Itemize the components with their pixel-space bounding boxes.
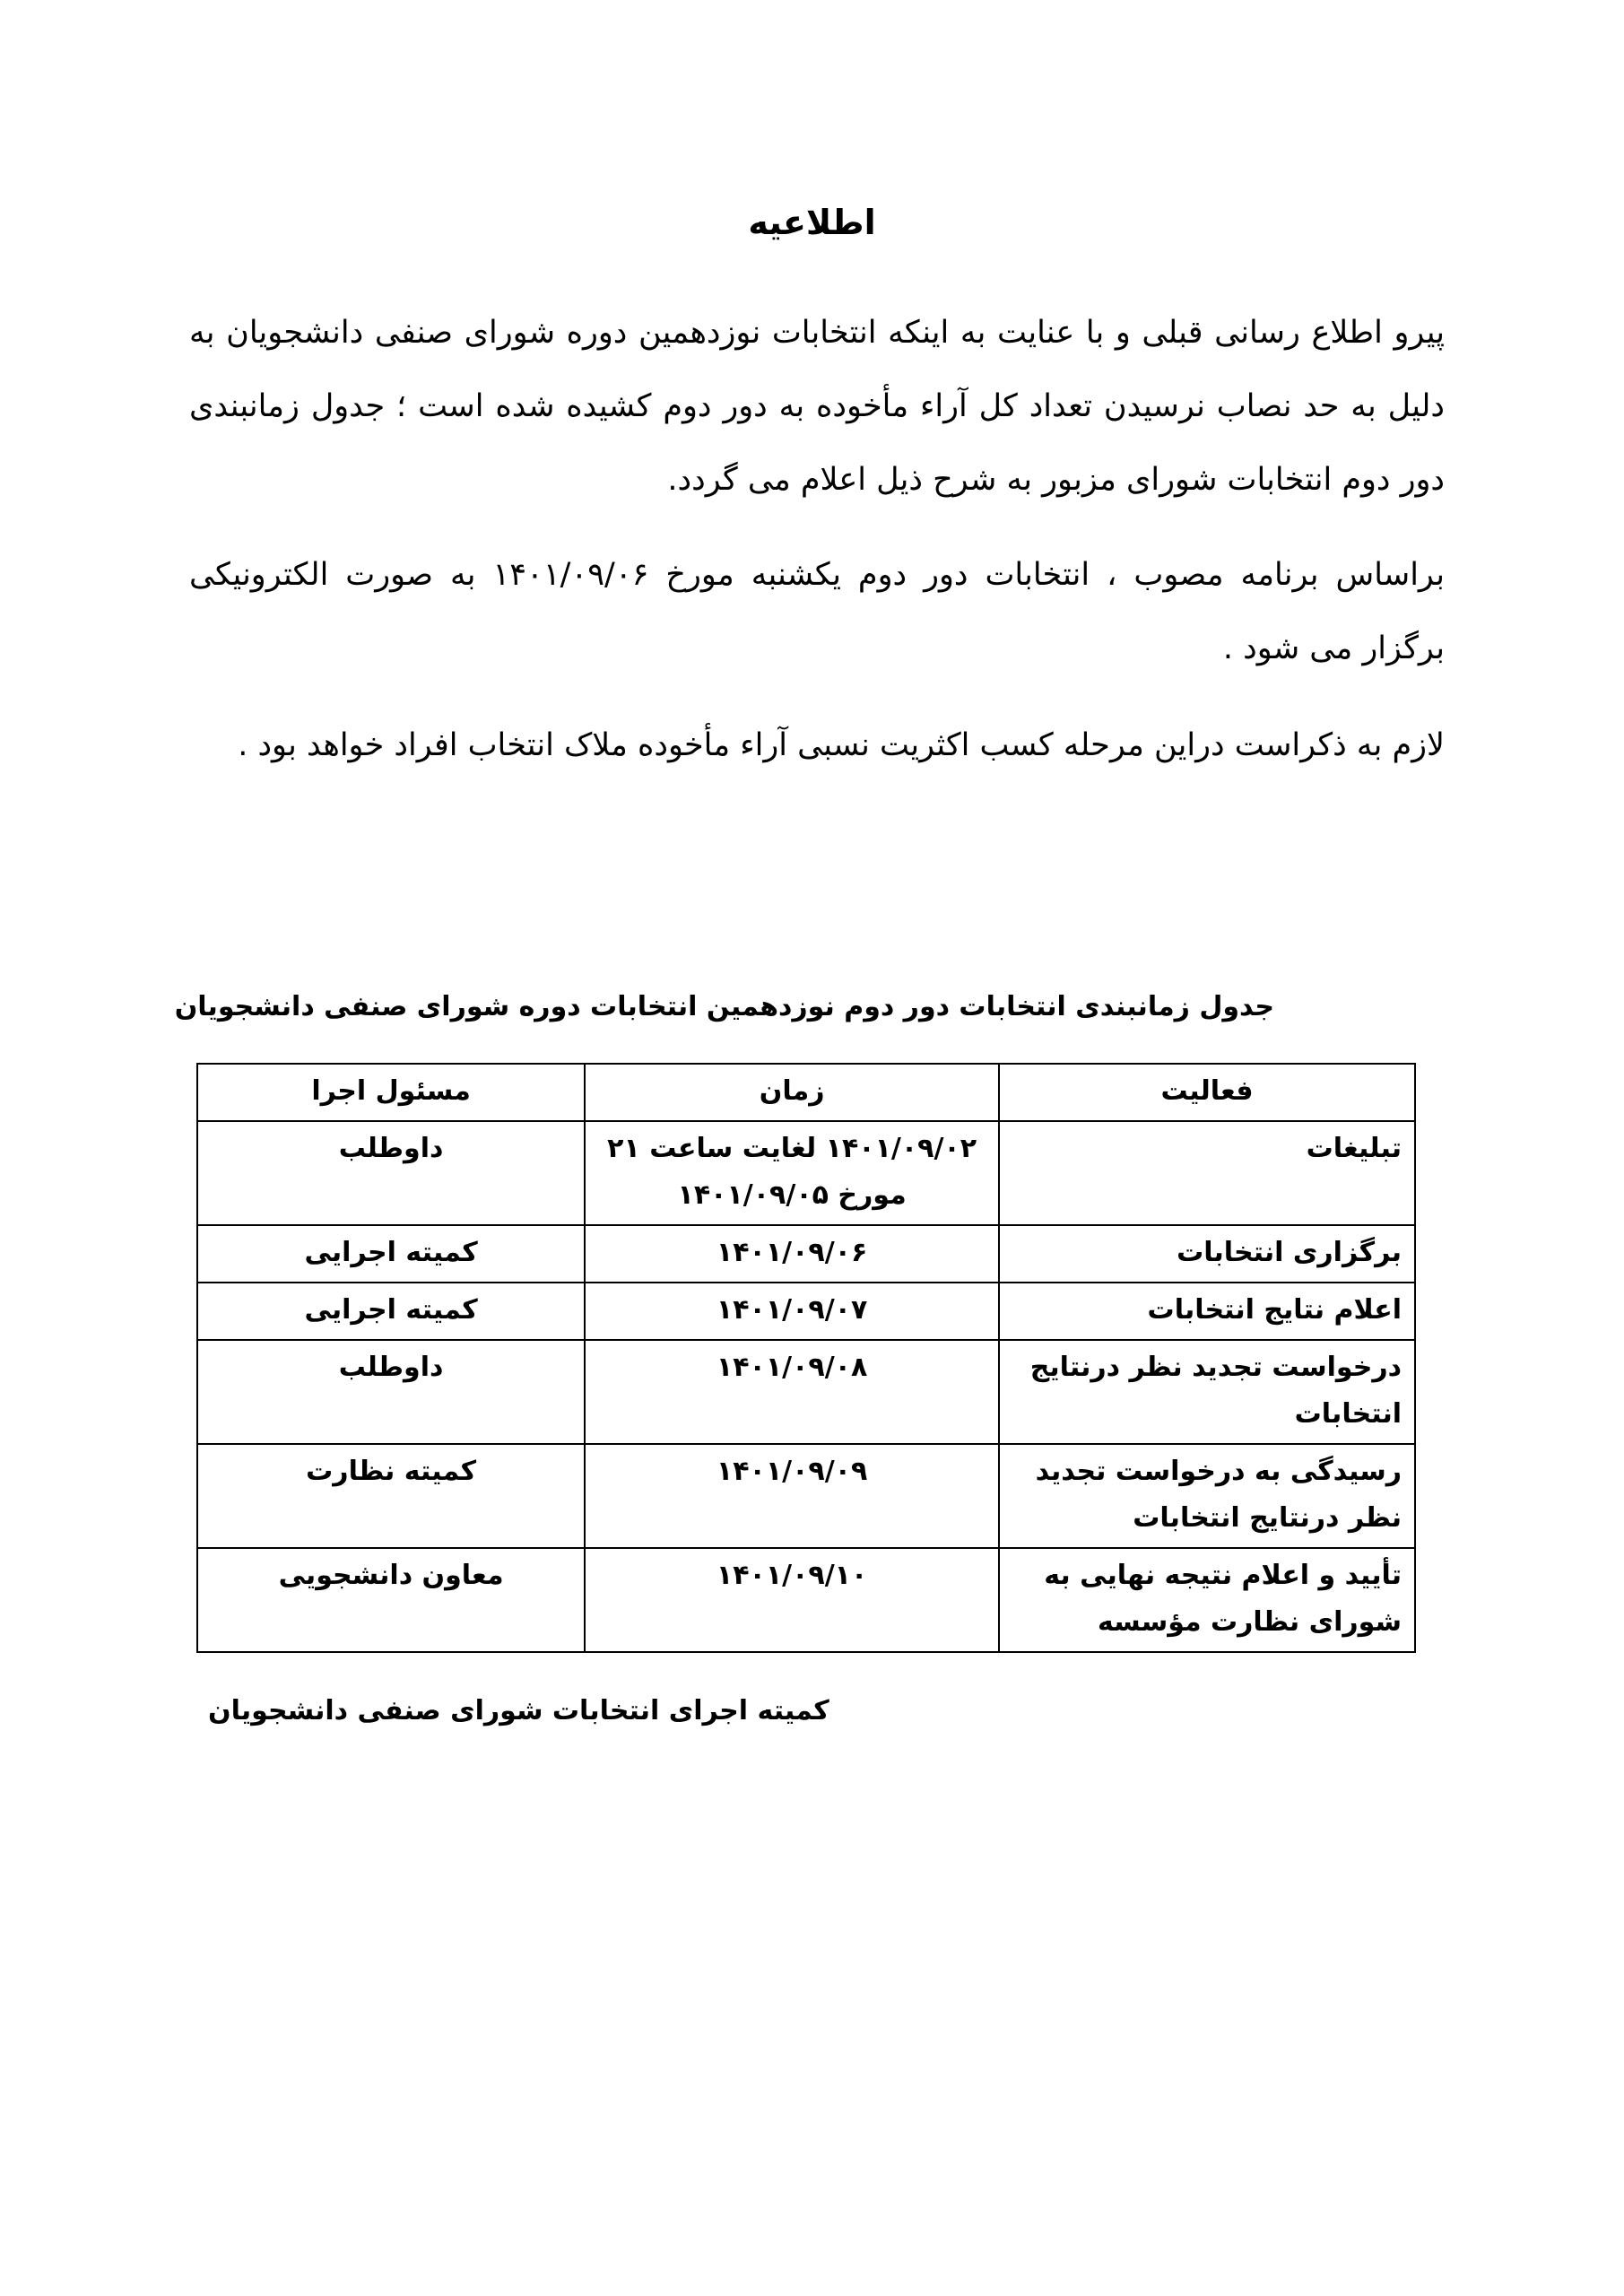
header-time: زمان — [585, 1064, 999, 1121]
cell-activity: اعلام نتایج انتخابات — [999, 1283, 1415, 1340]
table-row — [197, 1121, 1415, 1225]
header-activity: فعالیت — [999, 1064, 1415, 1121]
cell-activity: تبلیغات — [999, 1121, 1415, 1225]
cell-activity: تأیید و اعلام نتیجه نهایی به شورای نظارت مؤسسه — [999, 1548, 1415, 1652]
table-row — [197, 1340, 1415, 1444]
cell-activity: رسیدگی به درخواست تجدید نظر درنتایج انتخابات — [999, 1444, 1415, 1548]
schedule-table — [196, 1063, 1416, 1653]
page-title: اطلاعیه — [748, 203, 876, 242]
cell-time: ۱۴۰۱/۰۹/۰۶ — [585, 1225, 999, 1283]
table-row — [197, 1225, 1415, 1283]
table-row — [197, 1283, 1415, 1340]
cell-responsible: معاون دانشجویی — [197, 1548, 585, 1652]
cell-time: ۱۴۰۱/۰۹/۰۸ — [585, 1340, 999, 1444]
cell-activity: برگزاری انتخابات — [999, 1225, 1415, 1283]
cell-time: ۱۴۰۱/۰۹/۰۹ — [585, 1444, 999, 1548]
paragraph-announcement: پیرو اطلاع رسانی قبلی و با عنایت به اینکه انتخابات نوزدهمین دوره شورای صنفی دانشجویان به دلیل به حد نصاب نرسیدن تعداد کل آراء مأخوده به دور دوم کشیده شده است ؛ جدول زمانبندی دور دوم انتخابات شورای مزبور به شرح ذیل اعلام می گردد. — [189, 315, 1445, 498]
cell-time: ۱۴۰۱/۰۹/۱۰ — [585, 1548, 999, 1652]
table-row — [197, 1548, 1415, 1652]
cell-responsible: کمیته اجرایی — [197, 1283, 585, 1340]
paragraph-election-date: براساس برنامه مصوب ، انتخابات دور دوم یکشنبه مورخ ۱۴۰۱/۰۹/۰۶ به صورت الکترونیکی برگزار می شود . — [189, 557, 1445, 666]
cell-time: ۱۴۰۱/۰۹/۰۷ — [585, 1283, 999, 1340]
cell-responsible: کمیته اجرایی — [197, 1225, 585, 1283]
table-title: جدول زمانبندی انتخابات دور دوم نوزدهمین انتخابات دوره شورای صنفی دانشجویان — [174, 991, 1274, 1022]
table-header-row — [197, 1064, 1415, 1121]
cell-responsible: کمیته نظارت — [197, 1444, 585, 1548]
signature-committee: کمیته اجرای انتخابات شورای صنفی دانشجویان — [208, 1695, 829, 1726]
cell-responsible: داوطلب — [197, 1121, 585, 1225]
paragraph-note: لازم به ذکراست دراین مرحله کسب اکثریت نسبی آراء مأخوده ملاک انتخاب افراد خواهد بود . — [238, 727, 1445, 763]
table-row — [197, 1444, 1415, 1548]
cell-activity: درخواست تجدید نظر درنتایج انتخابات — [999, 1340, 1415, 1444]
cell-responsible: داوطلب — [197, 1340, 585, 1444]
header-responsible: مسئول اجرا — [197, 1064, 585, 1121]
cell-time: ۱۴۰۱/۰۹/۰۲ لغایت ساعت ۲۱ مورخ ۱۴۰۱/۰۹/۰۵ — [585, 1121, 999, 1225]
